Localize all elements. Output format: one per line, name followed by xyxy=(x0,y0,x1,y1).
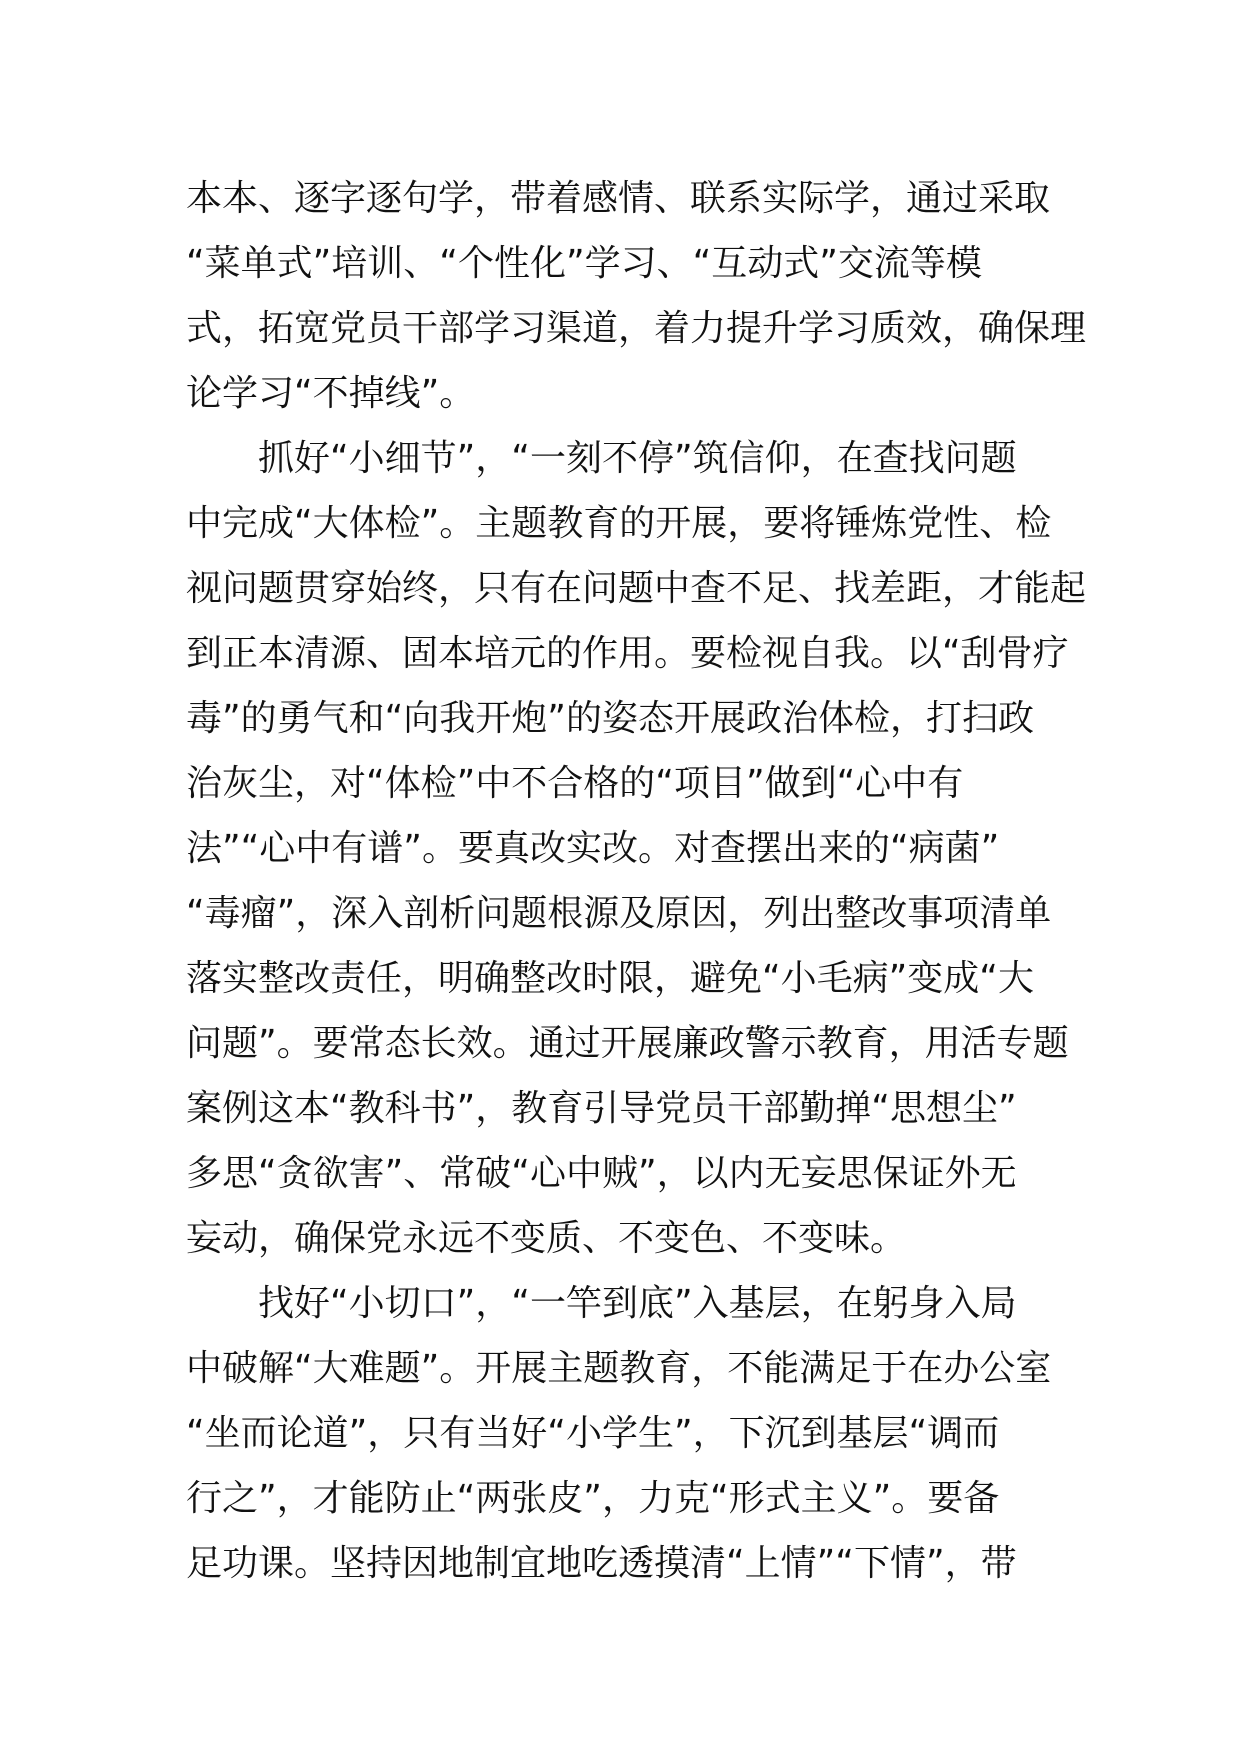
text-line: 问题”。要常态长效。通过开展廉政警示教育，用活专题 xyxy=(186,1023,1069,1064)
text-line: 到正本清源、固本培元的作用。要检视自我。以“刮骨疗 xyxy=(186,633,1069,674)
text-line: “毒瘤”，深入剖析问题根源及原因，列出整改事项清单 xyxy=(186,893,1052,934)
text-line: 论学习“不掉线”。 xyxy=(186,373,476,414)
text-line: 法”“心中有谱”。要真改实改。对查摆出来的“病菌” xyxy=(186,828,1000,869)
text-line: 治灰尘，对“体检”中不合格的“项目”做到“心中有 xyxy=(186,763,964,804)
text-line: “菜单式”培训、“个性化”学习、“互动式”交流等模 xyxy=(186,243,982,284)
text-line: 妄动，确保党永远不变质、不变色、不变味。 xyxy=(186,1218,907,1259)
text-line: 本本、逐字逐句学，带着感情、联系实际学，通过采取 xyxy=(186,178,1051,219)
text-line: “坐而论道”，只有当好“小学生”，下沉到基层“调而 xyxy=(186,1413,1000,1454)
document-body xyxy=(186,166,1087,1596)
text-line: 多思“贪欲害”、常破“心中贼”，以内无妄思保证外无 xyxy=(186,1153,1017,1194)
text-line: 行之”，才能防止“两张皮”，力克“形式主义”。要备 xyxy=(186,1478,1000,1519)
text-line: 式，拓宽党员干部学习渠道，着力提升学习质效，确保理 xyxy=(186,308,1087,349)
text-line: 中完成“大体检”。主题教育的开展，要将锤炼党性、检 xyxy=(186,503,1052,544)
text-line: 案例这本“教科书”，教育引导党员干部勤掸“思想尘” xyxy=(186,1088,1017,1129)
text-line: 视问题贯穿始终，只有在问题中查不足、找差距，才能起 xyxy=(186,568,1087,609)
text-line: 中破解“大难题”。开展主题教育，不能满足于在办公室 xyxy=(186,1348,1052,1389)
paragraph-heading-line: 找好“小切口”，“一竿到底”入基层，在躬身入局 xyxy=(258,1283,1017,1324)
paragraph-heading-line: 抓好“小细节”，“一刻不停”筑信仰，在查找问题 xyxy=(258,438,1017,479)
text-line: 落实整改责任，明确整改时限，避免“小毛病”变成“大 xyxy=(186,958,1034,999)
text-line: 足功课。坚持因地制宜地吃透摸清“上情”“下情”，带 xyxy=(186,1543,1017,1584)
text-line: 毒”的勇气和“向我开炮”的姿态开展政治体检，打扫政 xyxy=(186,698,1034,739)
